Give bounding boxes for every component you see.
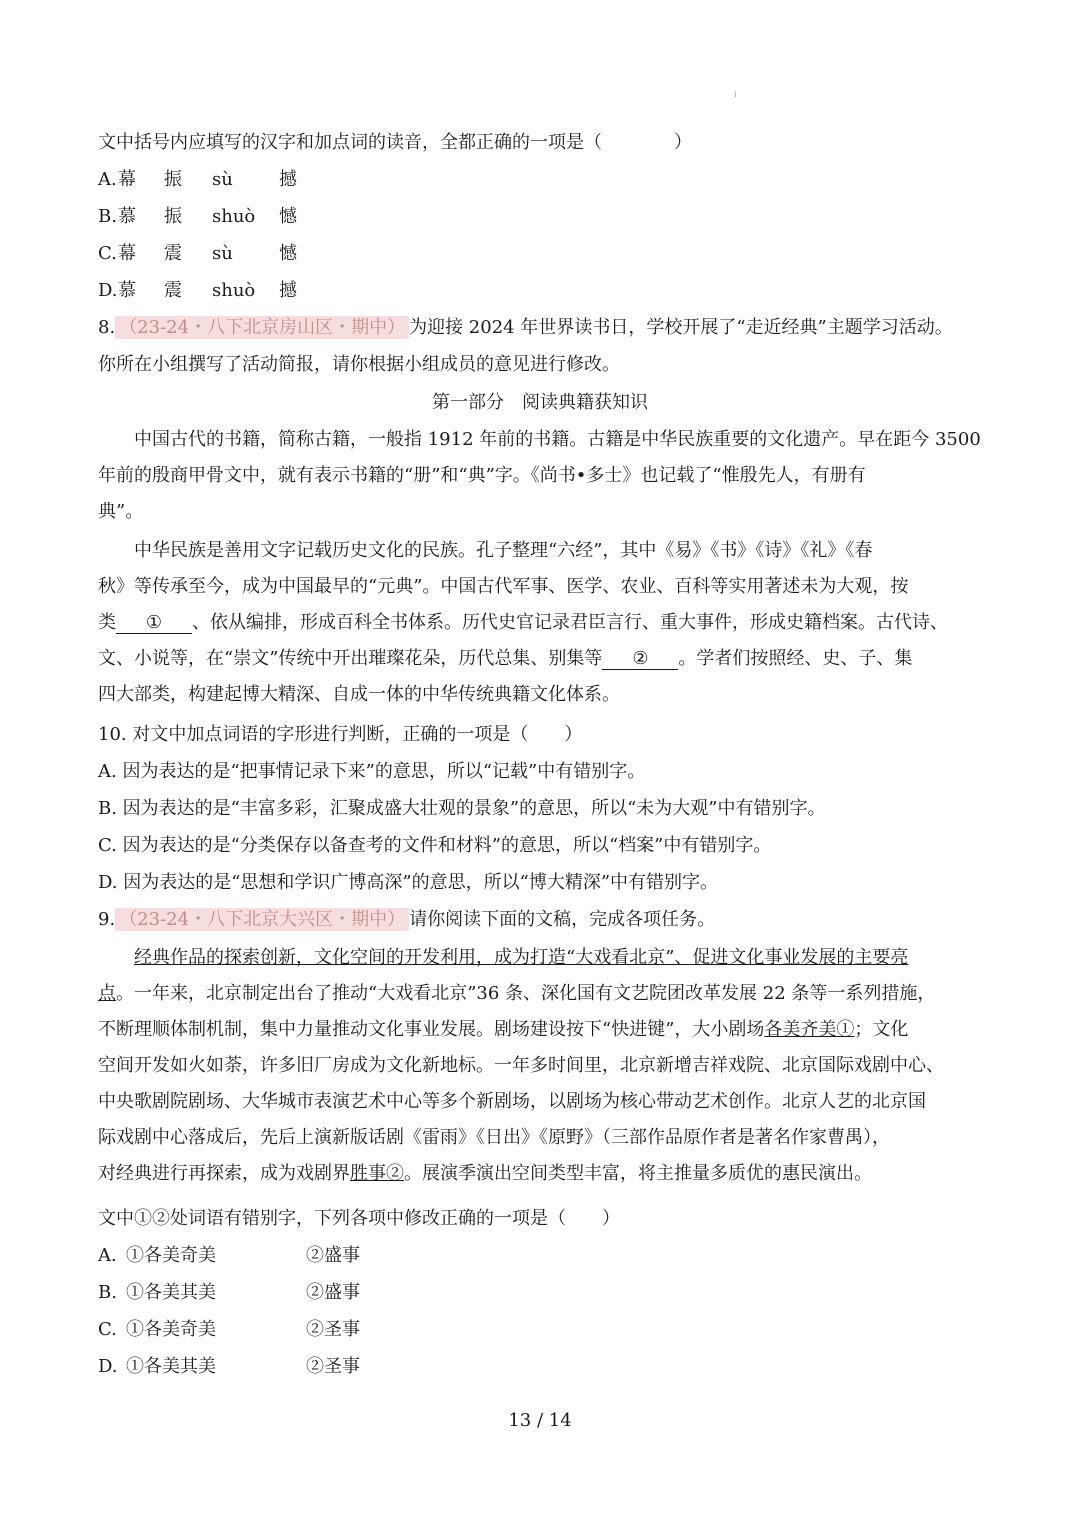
q10-option-c: C. 因为表达的是“分类保存以备查考的文件和材料”的意思，所以“档案”中有错别字。 bbox=[98, 835, 772, 856]
section-title: 第一部分 阅读典籍获知识 bbox=[432, 392, 648, 413]
fill-blank-2[interactable]: ② bbox=[602, 649, 678, 670]
passage-1: 中国古代的书籍，简称古籍，一般指 1912 年前的书籍。古籍是中华民族重要的文化遗产。早在距今 3500 年前的殷商甲骨文中，就有表示书籍的“册”和“典”字。《尚书•多士》也记载了“惟殷先人，有册有 典”。 bbox=[98, 429, 981, 522]
top-mark: i bbox=[734, 90, 737, 99]
source-tag: （23-24・八下北京大兴区・期中） bbox=[115, 908, 409, 931]
passage-2: 中华民族是善用文字记载历史文化的民族。孔子整理“六经”，其中《易》《书》《诗》《礼》《春 秋》等传承至今，成为中国最早的“元典”。中国古代军事、医学、农业、百科等实用著述未为大观，按 类 ① 、依从编排，形成百科全书体系。历代史官记录君臣言行、重大事件，形成史籍档案。古代诗、 文、小说等，在“崇文”传统中开出璀璨花朵，历代总集、别集等 ② 。学者们按照经、史、子、集 四大部类，构建起博大精深、自成一体的中华传统典籍文化体系。 bbox=[98, 540, 948, 705]
document-page: i 文中括号内应填写的汉字和加点词的读音，全都正确的一项是（ ） A. 幕 振 sù 撼 B. 慕 振 shuò 憾 C. 幕 震 sù 憾 D. 慕 震 shuò 撼 8. （23-24・八下北京房山区・期中） 为迎接 2024 年世界读书日，学校开展了“走近经典”主题学习活动。 你所在小组撰写了活动简报，请你根据小组成员的意见进行修改。 第一部分 阅读典籍获知识 中国古代的书籍，简称古籍，一般指 1912 年前的书籍。古籍是中华民族重要的文化遗产。早在距今 3500 年前的殷商甲骨文中，就有表示书籍的“册”和“典”字。《尚书•多士》也记载了“惟殷先人，有册有 典”。 中华民族是善用文字记载历史文化的民族。孔子整理“六经”，其中《易》《书》《诗》《礼》《春 秋》等传承至今，成为中国最早的“元典”。中国古代军事、医学、农业、百科等实用著述未为大观，按 类 ① 、依从编排，形成百科全书体系。历代史官记录君臣言行、重大事件，形成史籍档案。古代诗、 文、小说等，在“崇文”传统中开出璀璨花朵，历代总集、别集等 ② 。学者们按照经、史、子、集 四大部类，构建起博大精深、自成一体的中华传统典籍文化体系。 10. 对文中加点词语的字形进行判断，正确的一项是（ ） A. 因为表达的是“把事情记录下来”的意思，所以“记载”中有错别字。 B. 因为表达的是“丰富多彩，汇聚成盛大壮观的景象”的意思，所以“未为大观”中有错别字。 C. 因为表达的是“分类保存以备查考的文件和材料”的意思，所以“档案”中有错别字。 D. 因为表达的是“思想和学识广博高深”的意思，所以“博大精深”中有错别字。 9. （23-24・八下北京大兴区・期中） 请你阅读下面的文稿，完成各项任务。 经典作品的探索创新，文化空间的开发利用，成为打造“大戏看北京”、促进文化事业发展的主要亮 点。一年来，北京制定出台了推动“大戏看北京”36 条、深化国有文艺院团改革发展 22 条等一系列措施， 不断理顺体制机制，集中力量推动文化事业发展。剧场建设按下“快进键”，大小剧场各美齐美①；文化 空间开发如火如荼，许多旧厂房成为文化新地标。一年多时间里，北京新增吉祥戏院、北京国际戏剧中心、 中央歌剧院剧场、大华城市表演艺术中心等多个新剧场，以剧场为核心带动艺术创作。北京人艺的北京国 际戏剧中心落成后，先后上演新版话剧《雷雨》《日出》《原野》（三部作品原作者是著名作家曹禺）， 对经典进行再探索，成为戏剧界胜事②。展演季演出空间类型丰富，将主推量多质优的惠民演出。 文中①②处词语有错别字，下列各项中修改正确的一项是（ ） A. ①各美奇美 ②盛事 B. ①各美其美 ②盛事 C. ①各美奇美 ②圣事 D. ①各美其美 ②圣事 13 / 14 bbox=[0, 0, 1080, 1527]
source-tag: （23-24・八下北京房山区・期中） bbox=[115, 316, 409, 339]
q10-option-d: D. 因为表达的是“思想和学识广博高深”的意思，所以“博大精深”中有错别字。 bbox=[98, 872, 719, 893]
question-9-header: 9. （23-24・八下北京大兴区・期中） 请你阅读下面的文稿，完成各项任务。 bbox=[98, 909, 716, 930]
question-10-stem: 10. 对文中加点词语的字形进行判断，正确的一项是（ ） bbox=[98, 724, 583, 745]
question-8-line2: 你所在小组撰写了活动简报，请你根据小组成员的意见进行修改。 bbox=[98, 354, 620, 375]
question-9-stem: 文中①②处词语有错别字，下列各项中修改正确的一项是（ ） bbox=[98, 1208, 620, 1229]
q10-option-b: B. 因为表达的是“丰富多彩，汇聚成盛大壮观的景象”的意思，所以“未为大观”中有错别字。 bbox=[98, 798, 826, 819]
page-number: 13 / 14 bbox=[508, 1410, 572, 1431]
passage-3: 经典作品的探索创新，文化空间的开发利用，成为打造“大戏看北京”、促进文化事业发展的主要亮 点。一年来，北京制定出台了推动“大戏看北京”36 条、深化国有文艺院团改革发展 22 条等一系列措施， 不断理顺体制机制，集中力量推动文化事业发展。剧场建设按下“快进键”，大小剧场各美齐美①；文化 空间开发如火如荼，许多旧厂房成为文化新地标。一年多时间里，北京新增吉祥戏院、北京国际戏剧中心、 中央歌剧院剧场、大华城市表演艺术中心等多个新剧场，以剧场为核心带动艺术创作。北京人艺的北京国 际戏剧中心落成后，先后上演新版话剧《雷雨》《日出》《原野》（三部作品原作者是著名作家曹禺）， 对经典进行再探索，成为戏剧界胜事②。展演季演出空间类型丰富，将主推量多质优的惠民演出。 bbox=[98, 947, 944, 1184]
q10-option-a: A. 因为表达的是“把事情记录下来”的意思，所以“记载”中有错别字。 bbox=[98, 761, 646, 782]
question-intro: 文中括号内应填写的汉字和加点词的读音，全都正确的一项是（ ） bbox=[98, 132, 692, 153]
underlined-term-2: 胜事② bbox=[350, 1163, 404, 1184]
question-8-header: 8. （23-24・八下北京房山区・期中） 为迎接 2024 年世界读书日，学校开展了“走近经典”主题学习活动。 bbox=[98, 317, 953, 338]
option-label: A. bbox=[98, 169, 117, 190]
fill-blank-1[interactable]: ① bbox=[116, 613, 192, 634]
underlined-term-1: 各美齐美① bbox=[764, 1019, 855, 1040]
